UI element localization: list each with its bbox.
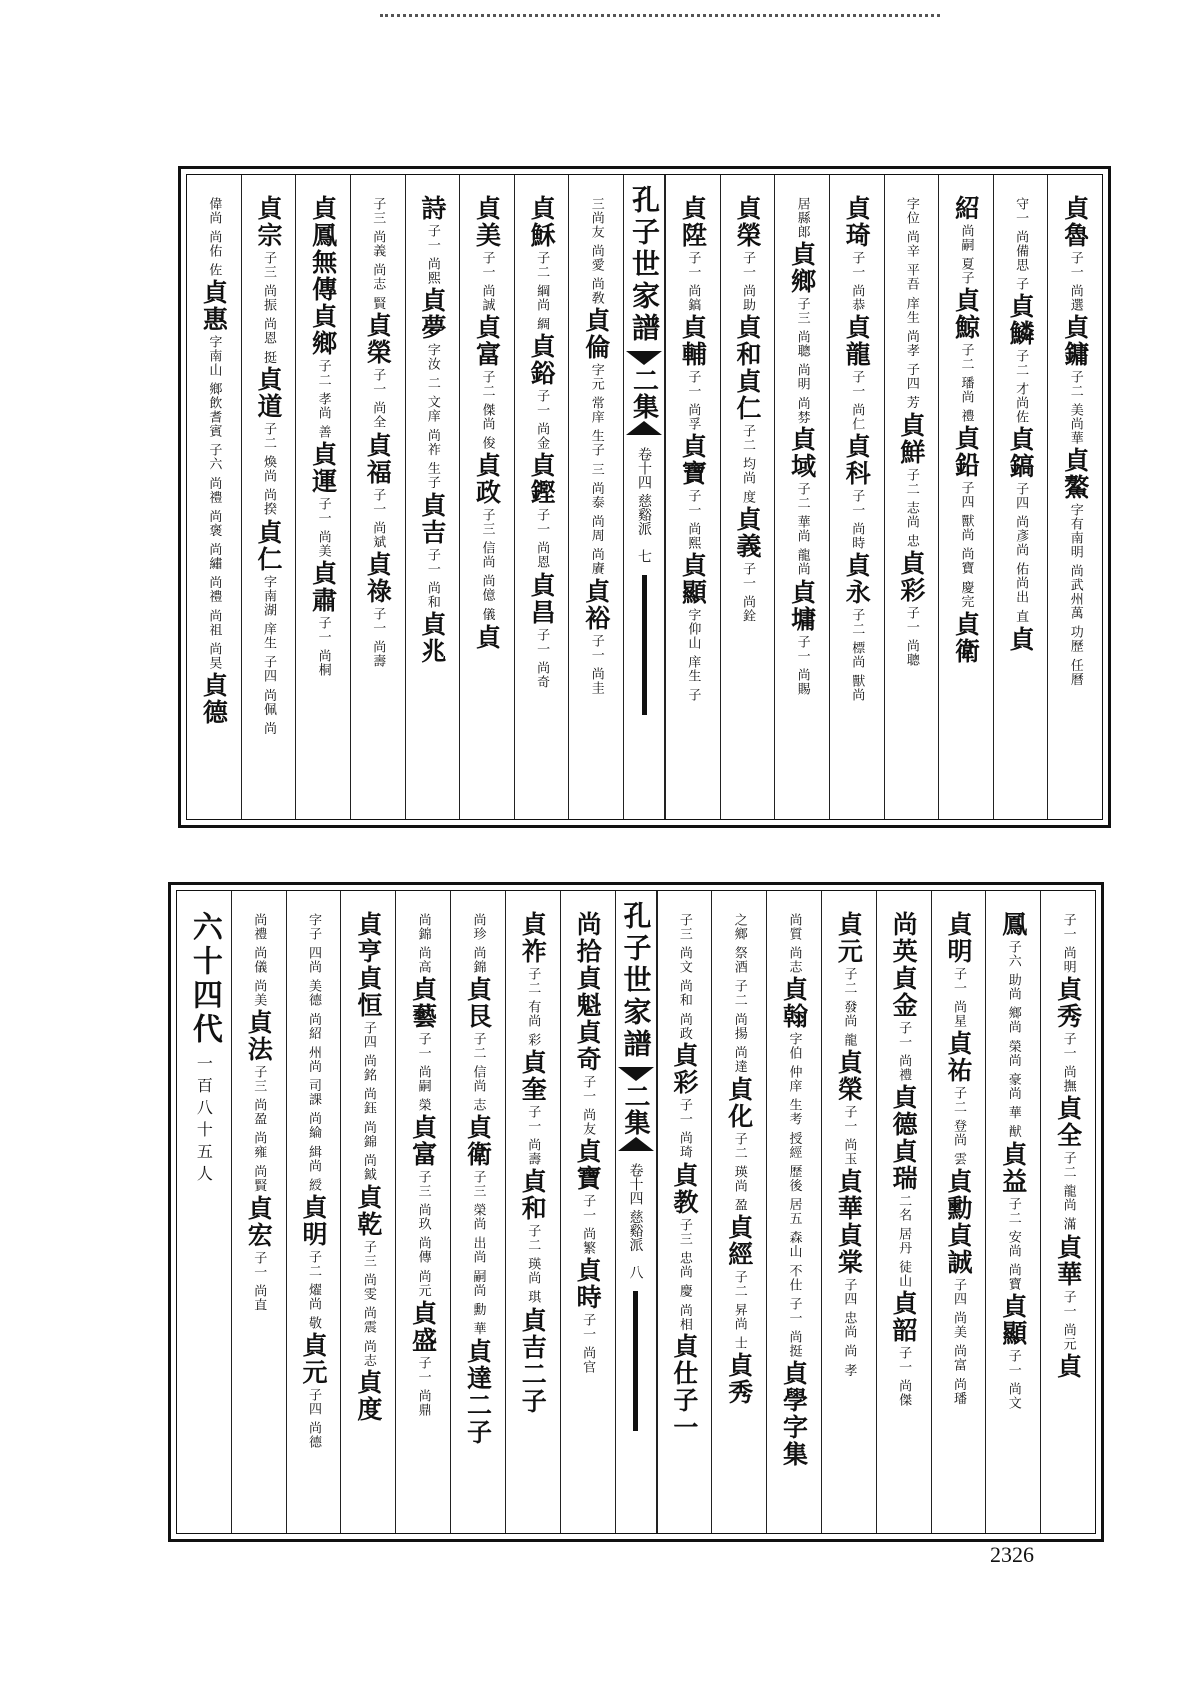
annotation-note: 字南山 鄉飲耆賓 子六 尚禮 尚褒 尚繡 尚禮 尚祖 尚昊 — [206, 335, 222, 671]
annotation-note: 子四 獸尚 尚寶 慶完 — [958, 481, 974, 609]
person-name: 二子 — [463, 1392, 493, 1447]
center-rule — [642, 575, 647, 715]
person-name: 貞化 — [724, 1075, 754, 1130]
person-name: 貞榮 — [363, 312, 393, 367]
annotation-note: 字汝 二 文庠 尚祚 生子 — [424, 343, 440, 490]
person-name: 貞學 — [779, 1360, 809, 1415]
person-name: 貞棠 — [834, 1222, 864, 1277]
annotation-note: 子二 均尚 度 — [739, 424, 755, 505]
top-column-13 — [295, 175, 350, 819]
person-name: 貞顯 — [998, 1293, 1028, 1348]
annotation-note: 子二 有尚 彩 — [525, 967, 541, 1048]
person-name: 貞藝 — [408, 976, 438, 1031]
person-name: 貞祐 — [943, 1030, 973, 1085]
top-center-title-column — [623, 175, 665, 819]
person-name: 貞亨 — [353, 911, 383, 965]
person-name: 貞吉 — [417, 491, 447, 546]
annotation-note: 子一 尚和 — [424, 547, 440, 609]
person-name: 貞德 — [199, 672, 229, 727]
top-column-12 — [350, 175, 405, 819]
annotation-note: 子四 忠尚 尚 孝 — [841, 1278, 857, 1378]
annotation-note: 子三 尚盈 尚雍 尚賢 — [251, 1065, 267, 1193]
annotation-note: 守一 尚備思 子 — [1013, 197, 1029, 292]
annotation-note: 字子 四尚 美德 尚紹 州尚 司課 尚綸 緝尚 綬 — [306, 913, 322, 1193]
person-name: 貞元 — [834, 911, 864, 965]
person-name: 貞鄉 — [787, 241, 817, 295]
person-name: 貞富 — [408, 1114, 438, 1169]
annotation-note: 子三 尚振 尚恩 挺 — [260, 251, 276, 365]
top-column-3 — [884, 175, 939, 819]
top-column-0 — [1047, 175, 1102, 819]
annotation-note: 子一 尚恩 — [534, 508, 550, 570]
person-name: 貞榮 — [732, 195, 762, 249]
annotation-note: 子一 尚誠 — [479, 251, 495, 313]
annotation-note: 子三 尚文 尚和 尚政 — [676, 913, 692, 1041]
person-name: 貞盛 — [408, 1299, 438, 1354]
genealogy-page-top — [178, 166, 1111, 828]
center-rule — [633, 1291, 638, 1431]
annotation-note: 子二 煥尚 尚揆 — [260, 422, 276, 517]
top-column-9 — [514, 175, 569, 819]
annotation-note: 子二 傑尚 俊 — [479, 370, 495, 451]
fish-tail-mark-bottom — [618, 1137, 654, 1151]
top-column-2 — [938, 175, 993, 819]
person-name: 貞鉛 — [951, 425, 981, 480]
bottom-column-13 — [286, 891, 341, 1533]
annotation-note: 子一 尚文 — [1005, 1349, 1021, 1411]
annotation-note: 子一 尚禮 — [896, 1021, 912, 1083]
person-name: 貞顯 — [678, 552, 708, 607]
top-column-14 — [241, 175, 296, 819]
bottom-column-7 — [657, 891, 712, 1533]
annotation-note: 子三 尚聰 尚明 尚棼 — [794, 297, 810, 425]
top-column-8 — [568, 175, 623, 819]
person-name: 貞法 — [244, 1009, 274, 1064]
annotation-note: 子一 尚助 — [739, 251, 755, 313]
annotation-note: 子一 尚官 — [580, 1313, 596, 1375]
person-name: 貞經 — [724, 1213, 754, 1268]
person-name: 貞誠 — [943, 1222, 973, 1277]
person-name: 貞福 — [363, 431, 393, 486]
generation-column — [177, 891, 231, 1533]
annotation-note: 子三 尚雯 尚震 尚志 — [360, 1239, 376, 1367]
bottom-column-11 — [395, 891, 450, 1533]
annotation-note: 子一 尚圭 — [588, 634, 604, 696]
person-name: 貞和 — [732, 314, 762, 369]
annotation-note: 子二 龍尚 滿 — [1060, 1151, 1076, 1232]
annotation-note: 子一 尚元 — [1060, 1289, 1076, 1351]
annotation-note: 子二 昇尚 士 — [731, 1269, 747, 1351]
top-column-7 — [665, 175, 720, 819]
annotation-note: 子二 瑛尚 盈 — [731, 1131, 747, 1212]
annotation-note: 子一 尚奇 — [534, 627, 550, 689]
person-name: 貞龍 — [842, 314, 872, 369]
annotation-note: 子三 信尚 尚億 儀 — [479, 508, 495, 622]
top-column-1 — [993, 175, 1048, 819]
person-name: 貞彩 — [896, 550, 926, 605]
annotation-note: 子一 尚壽 — [370, 606, 386, 668]
top-page-columns — [186, 174, 1103, 820]
annotation-note: 子一 尚熙 — [685, 489, 701, 551]
person-name: 尚拾 — [573, 911, 603, 965]
annotation-note: 子一 尚星 — [950, 967, 966, 1029]
bottom-page-columns — [176, 890, 1096, 1534]
person-name: 貞運 — [308, 441, 338, 496]
annotation-note: 子二 登尚 雲 — [950, 1086, 966, 1167]
person-name: 子一 — [669, 1386, 699, 1441]
person-name: 貞鱗 — [1006, 293, 1036, 348]
annotation-note: 字伯 仲庠 生考 授經 歷後 居五 森山 不仕 子一 尚挺 — [786, 1032, 802, 1359]
person-name: 貞榮 — [834, 1049, 864, 1104]
person-name: 貞秀 — [1053, 976, 1083, 1031]
person-name: 貞華 — [834, 1168, 864, 1223]
annotation-note: 尚嗣 夏子 — [958, 224, 974, 286]
person-name: 貞倫 — [581, 307, 611, 362]
person-name: 貞墉 — [787, 578, 817, 633]
person-name: 貞瑞 — [889, 1138, 919, 1193]
book-title: 孔子世家譜 — [619, 901, 653, 1061]
top-column-6 — [720, 175, 775, 819]
annotation-note: 居縣郎 — [794, 197, 810, 239]
person-name: 二子 — [518, 1360, 548, 1415]
person-name: 貞金 — [889, 965, 919, 1019]
annotation-note: 子三 尚玖 尚傳 尚元 — [415, 1170, 431, 1298]
fish-tail-mark-top — [626, 351, 662, 365]
person-name: 貞時 — [573, 1257, 603, 1312]
person-name: 鳳 — [998, 911, 1028, 938]
annotation-note: 字有南明 尚武州萬 功歷 任曆 — [1067, 503, 1083, 687]
annotation-note: 之鄉 祭酒 子二 尚揚 尚達 — [731, 913, 747, 1074]
person-name: 貞達 — [463, 1338, 493, 1393]
page-number: 2326 — [990, 1542, 1034, 1567]
person-name: 貞寶 — [573, 1138, 603, 1193]
annotation-note: 子一 尚選 — [1067, 251, 1083, 313]
annotation-note: 子三 尚義 尚志 賢 — [370, 197, 386, 311]
person-name: 貞義 — [732, 506, 762, 561]
bottom-column-1 — [985, 891, 1040, 1533]
annotation-note: 子二 璠尚 禮 — [958, 343, 974, 424]
person-name: 貞鏗 — [527, 452, 557, 507]
person-name: 貞華 — [1053, 1233, 1083, 1288]
person-name: 貞祚 — [518, 911, 548, 965]
person-name: 貞韶 — [889, 1290, 919, 1345]
annotation-note: 尚質 尚志 — [786, 913, 802, 975]
person-name: 貞度 — [353, 1368, 383, 1423]
generation-heading: 六十四代 — [186, 911, 222, 1047]
person-name: 貞明 — [943, 911, 973, 965]
annotation-note: 子四 尚德 — [306, 1388, 322, 1450]
person-name: 貞鰲 — [1060, 447, 1090, 502]
annotation-note: 子一 尚時 — [849, 489, 865, 551]
person-name: 貞政 — [472, 452, 502, 507]
person-name: 貞仁 — [253, 518, 283, 573]
annotation-note: 子一 尚明 — [1060, 913, 1076, 975]
bottom-column-14 — [231, 891, 286, 1533]
annotation-note: 子二 燿尚 敬 — [306, 1250, 322, 1331]
volume-label: 二集 — [628, 367, 659, 419]
person-name: 紹 — [951, 195, 981, 222]
annotation-note: 子四 尚美 尚富 尚璠 — [950, 1278, 966, 1406]
annotation-note: 子一 尚聰 — [903, 606, 919, 668]
person-name: 貞翰 — [779, 976, 809, 1031]
person-name: 貞恒 — [353, 965, 383, 1019]
annotation-note: 子二 發尚 龍 — [841, 967, 857, 1048]
annotation-note: 子二 綱尚 綢 — [534, 251, 550, 332]
person-name: 貞教 — [669, 1161, 699, 1216]
person-name: 詩 — [417, 195, 447, 222]
person-name: 貞 — [472, 623, 502, 651]
person-name: 貞穌 — [527, 195, 557, 249]
bottom-column-10 — [450, 891, 505, 1533]
person-name: 貞美 — [472, 195, 502, 249]
top-edge-marks — [380, 14, 940, 23]
person-name: 貞全 — [1053, 1095, 1083, 1150]
person-name: 貞陞 — [678, 195, 708, 249]
person-name: 貞乾 — [353, 1183, 383, 1238]
annotation-note: 子二 才尚佐 — [1013, 349, 1029, 425]
volume-branch: 卷十四 慈谿派 — [627, 1163, 644, 1252]
top-column-4 — [829, 175, 884, 819]
person-name: 貞德 — [889, 1084, 919, 1139]
fish-tail-mark-bottom — [626, 421, 662, 435]
annotation-note: 子二 華尚 龍尚 — [794, 482, 810, 577]
bottom-column-5 — [766, 891, 821, 1533]
person-name: 貞寶 — [678, 433, 708, 488]
person-name: 貞彩 — [669, 1042, 699, 1097]
annotation-note: 三尚友 尚愛 尚敎 — [588, 197, 604, 306]
annotation-note: 子一 尚傑 — [896, 1346, 912, 1408]
person-name: 貞仁 — [732, 368, 762, 423]
annotation-note: 偉尚 尚佑 佐 — [206, 197, 222, 278]
annotation-note: 子一 尚賜 — [794, 634, 810, 696]
annotation-note: 子四 尚彥尚 佑尚出 直 — [1013, 482, 1029, 624]
person-name: 貞裕 — [581, 578, 611, 633]
person-name: 貞魯 — [1060, 195, 1090, 249]
annotation-note: 子一 尚琦 — [676, 1098, 692, 1160]
bottom-column-8 — [560, 891, 615, 1533]
person-name: 貞衛 — [951, 610, 981, 665]
annotation-note: 子二 孝尚 善 — [315, 359, 331, 440]
annotation-note: 字仰山 庠生 子 — [685, 608, 701, 703]
bottom-column-9 — [505, 891, 560, 1533]
person-name: 貞元 — [299, 1332, 329, 1387]
annotation-note: 子二 信尚 志 — [470, 1032, 486, 1113]
person-name: 貞益 — [998, 1140, 1028, 1195]
person-name: 貞鮮 — [896, 411, 926, 466]
annotation-note: 尚珍 尚錦 — [470, 913, 486, 975]
bottom-column-6 — [711, 891, 766, 1533]
person-name: 尚英 — [889, 911, 919, 965]
annotation-note: 子一 尚嗣 榮 — [415, 1032, 431, 1113]
person-name: 貞奇 — [573, 1019, 603, 1073]
generation-count: 一百八十五人 — [194, 1055, 214, 1187]
person-name: 貞鎬 — [1006, 426, 1036, 481]
bottom-center-title-column — [615, 891, 657, 1533]
annotation-note: 子一 尚熙 — [424, 224, 440, 286]
annotation-note: 子二 安尚 尚寶 — [1005, 1196, 1021, 1292]
top-column-11 — [405, 175, 460, 819]
volume-branch: 卷十四 慈谿派 — [636, 447, 652, 536]
annotation-note: 子一 尚壽 — [525, 1105, 541, 1167]
person-name: 字集 — [779, 1414, 809, 1469]
annotation-note: 子一 尚桐 — [315, 616, 331, 678]
annotation-note: 子三 忠尚 慶 尚相 — [676, 1217, 692, 1331]
bottom-column-3 — [876, 891, 931, 1533]
person-name: 貞祿 — [363, 550, 393, 605]
person-name: 貞勳 — [943, 1168, 973, 1223]
annotation-note: 子一 尚恭 — [849, 251, 865, 313]
annotation-note: 子二 美尚華 — [1067, 370, 1083, 446]
person-name: 貞琦 — [842, 195, 872, 249]
person-name: 貞道 — [253, 366, 283, 421]
person-name: 貞秀 — [724, 1352, 754, 1407]
annotation-note: 字元 常庠 生子 三 尚泰 尚周 尚賡 — [588, 363, 604, 577]
person-name: 貞 — [1006, 625, 1036, 653]
bottom-column-12 — [340, 891, 395, 1533]
person-name: 貞輔 — [678, 314, 708, 369]
annotation-note: 尚禮 尚儀 尚美 — [251, 913, 267, 1008]
annotation-note: 子六 助尚 鄉尚 榮尚 豪尚 華 猷 — [1005, 940, 1021, 1139]
person-name: 貞兆 — [417, 610, 447, 665]
annotation-note: 子一 尚友 — [580, 1075, 596, 1137]
person-name: 貞艮 — [463, 976, 493, 1031]
annotation-note: 子一 尚繁 — [580, 1194, 596, 1256]
annotation-note: 字南湖 庠生 子四 尚佩 尚 — [260, 574, 276, 736]
annotation-note: 子一 尚斌 — [370, 487, 386, 549]
person-name: 貞鳳 — [308, 195, 338, 249]
annotation-note: 子一 尚金 — [534, 389, 550, 451]
annotation-note: 子一 尚鎬 — [685, 251, 701, 313]
annotation-note: 子一 尚撫 — [1060, 1032, 1076, 1094]
person-name: 貞鋊 — [527, 333, 557, 388]
annotation-note: 子一 尚銓 — [739, 562, 755, 624]
annotation-note: 二名 居丹 徒山 — [896, 1194, 912, 1289]
volume-label: 二集 — [620, 1083, 650, 1135]
person-name: 貞鏞 — [1060, 314, 1090, 369]
annotation-note: 子三 榮尚 出尚 嗣尚 勳 華 — [470, 1170, 486, 1337]
person-name: 貞永 — [842, 552, 872, 607]
person-name: 貞明 — [299, 1194, 329, 1249]
person-name: 貞仕 — [669, 1332, 699, 1387]
annotation-note: 子一 尚直 — [251, 1250, 267, 1312]
top-column-10 — [459, 175, 514, 819]
annotation-note: 字位 尚辛 平吾 庠生 尚孝 子四 芳 — [903, 197, 919, 410]
person-name: 貞富 — [472, 314, 502, 369]
person-name: 貞昌 — [527, 571, 557, 626]
bottom-column-0 — [1040, 891, 1095, 1533]
bottom-column-2 — [931, 891, 986, 1533]
person-name: 貞和 — [518, 1168, 548, 1223]
book-title: 孔子世家譜 — [628, 185, 661, 345]
bottom-column-4 — [821, 891, 876, 1533]
person-name: 貞宏 — [244, 1194, 274, 1249]
annotation-note: 子一 尚玉 — [841, 1105, 857, 1167]
person-name: 貞鯨 — [951, 287, 981, 342]
annotation-note: 子四 尚銘 尚鈺 尚錦 尚鉞 — [360, 1021, 376, 1182]
annotation-note: 子一 尚鼎 — [415, 1355, 431, 1417]
person-name: 貞 — [1053, 1352, 1083, 1380]
person-name: 貞夢 — [417, 287, 447, 342]
person-name: 貞肅 — [308, 560, 338, 615]
person-name: 貞惠 — [199, 279, 229, 334]
annotation-note: 子二 瑛尚 琪 — [525, 1224, 541, 1305]
person-name: 貞吉 — [518, 1306, 548, 1361]
genealogy-page-bottom — [168, 882, 1104, 1542]
person-name: 貞宗 — [253, 195, 283, 249]
annotation-note: 子一 尚孚 — [685, 370, 701, 432]
person-name: 貞域 — [787, 426, 817, 481]
person-name: 貞奎 — [518, 1049, 548, 1104]
person-name: 貞魁 — [573, 965, 603, 1019]
person-name: 無傳 — [308, 249, 338, 303]
top-column-5 — [774, 175, 829, 819]
annotation-note: 子一 尚仁 — [849, 370, 865, 432]
annotation-note: 子二 志尚 忠 — [903, 467, 919, 549]
person-name: 貞科 — [842, 433, 872, 488]
annotation-note: 子一 尚全 — [370, 368, 386, 430]
annotation-note: 子一 尚美 — [315, 497, 331, 559]
person-name: 貞衛 — [463, 1114, 493, 1169]
leaf-number: 七 — [636, 549, 652, 564]
leaf-number: 八 — [627, 1265, 644, 1280]
person-name: 貞鄉 — [308, 303, 338, 357]
fish-tail-mark-top — [618, 1067, 654, 1081]
top-column-15 — [187, 175, 241, 819]
annotation-note: 尚錦 尚高 — [415, 913, 431, 975]
annotation-note: 子二 標尚 獸尚 — [849, 608, 865, 703]
